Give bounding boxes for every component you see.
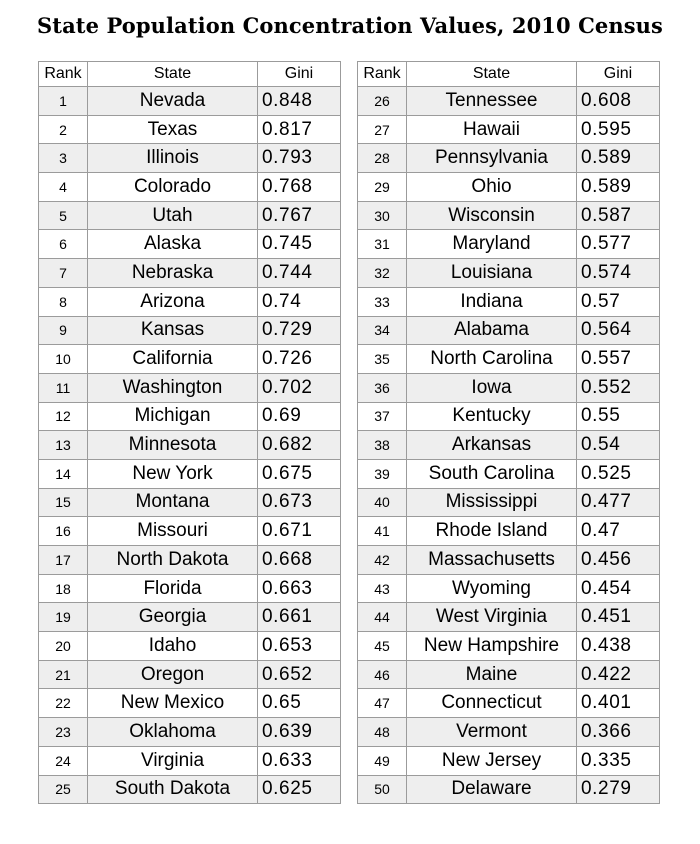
gini-cell: 0.668 bbox=[258, 546, 341, 575]
table-row bbox=[39, 373, 341, 402]
state-cell: West Virginia bbox=[407, 603, 577, 632]
state-cell: Washington bbox=[88, 373, 258, 402]
gini-cell: 0.574 bbox=[577, 259, 660, 288]
state-column-header: State bbox=[88, 62, 258, 87]
rank-cell: 39 bbox=[358, 459, 407, 488]
rank-cell: 15 bbox=[39, 488, 88, 517]
rank-cell: 21 bbox=[39, 660, 88, 689]
table-row bbox=[39, 689, 341, 718]
table-row bbox=[39, 144, 341, 173]
table-row bbox=[358, 517, 660, 546]
state-cell: New Jersey bbox=[407, 746, 577, 775]
gini-cell: 0.675 bbox=[258, 459, 341, 488]
state-cell: New Mexico bbox=[88, 689, 258, 718]
state-cell: Minnesota bbox=[88, 431, 258, 460]
gini-cell: 0.652 bbox=[258, 660, 341, 689]
rank-cell: 12 bbox=[39, 402, 88, 431]
table-row bbox=[39, 718, 341, 747]
table-row bbox=[358, 746, 660, 775]
state-cell: South Carolina bbox=[407, 459, 577, 488]
gini-cell: 0.608 bbox=[577, 87, 660, 116]
rank-cell: 26 bbox=[358, 87, 407, 116]
table-row bbox=[39, 632, 341, 661]
state-cell: Iowa bbox=[407, 373, 577, 402]
table-row bbox=[358, 632, 660, 661]
state-cell: Kentucky bbox=[407, 402, 577, 431]
state-cell: North Carolina bbox=[407, 345, 577, 374]
table-row bbox=[358, 115, 660, 144]
table-row bbox=[358, 775, 660, 804]
rank-cell: 50 bbox=[358, 775, 407, 804]
table-row bbox=[358, 488, 660, 517]
gini-cell: 0.653 bbox=[258, 632, 341, 661]
table-row bbox=[39, 660, 341, 689]
state-cell: New York bbox=[88, 459, 258, 488]
gini-cell: 0.673 bbox=[258, 488, 341, 517]
table-body-left bbox=[39, 87, 341, 804]
state-cell: Indiana bbox=[407, 287, 577, 316]
gini-cell: 0.639 bbox=[258, 718, 341, 747]
gini-cell: 0.57 bbox=[577, 287, 660, 316]
gini-cell: 0.793 bbox=[258, 144, 341, 173]
rank-cell: 20 bbox=[39, 632, 88, 661]
gini-cell: 0.557 bbox=[577, 345, 660, 374]
state-cell: Hawaii bbox=[407, 115, 577, 144]
state-cell: Louisiana bbox=[407, 259, 577, 288]
state-cell: Delaware bbox=[407, 775, 577, 804]
rank-cell: 31 bbox=[358, 230, 407, 259]
state-cell: Tennessee bbox=[407, 87, 577, 116]
state-cell: Maryland bbox=[407, 230, 577, 259]
state-cell: Pennsylvania bbox=[407, 144, 577, 173]
rank-cell: 37 bbox=[358, 402, 407, 431]
state-cell: Alabama bbox=[407, 316, 577, 345]
table-row bbox=[39, 488, 341, 517]
rank-cell: 22 bbox=[39, 689, 88, 718]
state-cell: Nebraska bbox=[88, 259, 258, 288]
rank-cell: 3 bbox=[39, 144, 88, 173]
table-row bbox=[358, 345, 660, 374]
rank-cell: 16 bbox=[39, 517, 88, 546]
table-row bbox=[358, 603, 660, 632]
gini-cell: 0.663 bbox=[258, 574, 341, 603]
rank-cell: 30 bbox=[358, 201, 407, 230]
rank-cell: 28 bbox=[358, 144, 407, 173]
rankings-table-right bbox=[357, 61, 660, 804]
gini-cell: 0.401 bbox=[577, 689, 660, 718]
gini-cell: 0.661 bbox=[258, 603, 341, 632]
table-row bbox=[39, 546, 341, 575]
table-row bbox=[358, 402, 660, 431]
state-cell: Michigan bbox=[88, 402, 258, 431]
gini-cell: 0.671 bbox=[258, 517, 341, 546]
gini-cell: 0.438 bbox=[577, 632, 660, 661]
rank-cell: 33 bbox=[358, 287, 407, 316]
rank-cell: 14 bbox=[39, 459, 88, 488]
rank-column-header: Rank bbox=[358, 62, 407, 87]
table-row bbox=[39, 87, 341, 116]
table-row bbox=[39, 603, 341, 632]
state-cell: Nevada bbox=[88, 87, 258, 116]
table-row bbox=[39, 230, 341, 259]
gini-cell: 0.702 bbox=[258, 373, 341, 402]
rank-cell: 4 bbox=[39, 173, 88, 202]
state-cell: Oregon bbox=[88, 660, 258, 689]
gini-cell: 0.564 bbox=[577, 316, 660, 345]
table-row bbox=[39, 345, 341, 374]
gini-cell: 0.744 bbox=[258, 259, 341, 288]
table-row bbox=[358, 87, 660, 116]
state-cell: Oklahoma bbox=[88, 718, 258, 747]
gini-cell: 0.552 bbox=[577, 373, 660, 402]
gini-cell: 0.682 bbox=[258, 431, 341, 460]
state-cell: Arizona bbox=[88, 287, 258, 316]
state-cell: California bbox=[88, 345, 258, 374]
state-cell: Missouri bbox=[88, 517, 258, 546]
table-row bbox=[39, 775, 341, 804]
rank-cell: 23 bbox=[39, 718, 88, 747]
gini-cell: 0.577 bbox=[577, 230, 660, 259]
table-row bbox=[358, 574, 660, 603]
table-header-row bbox=[39, 62, 341, 87]
rank-cell: 48 bbox=[358, 718, 407, 747]
gini-cell: 0.587 bbox=[577, 201, 660, 230]
rankings-table-left bbox=[38, 61, 341, 804]
gini-cell: 0.65 bbox=[258, 689, 341, 718]
table-row bbox=[358, 173, 660, 202]
gini-cell: 0.595 bbox=[577, 115, 660, 144]
gini-cell: 0.47 bbox=[577, 517, 660, 546]
rank-cell: 18 bbox=[39, 574, 88, 603]
state-cell: Illinois bbox=[88, 144, 258, 173]
table-row bbox=[39, 746, 341, 775]
table-row bbox=[358, 230, 660, 259]
table-row bbox=[358, 201, 660, 230]
state-cell: Wisconsin bbox=[407, 201, 577, 230]
table-row bbox=[39, 201, 341, 230]
table-header-row bbox=[358, 62, 660, 87]
gini-cell: 0.335 bbox=[577, 746, 660, 775]
gini-cell: 0.767 bbox=[258, 201, 341, 230]
gini-cell: 0.55 bbox=[577, 402, 660, 431]
rank-cell: 5 bbox=[39, 201, 88, 230]
rank-cell: 32 bbox=[358, 259, 407, 288]
gini-cell: 0.525 bbox=[577, 459, 660, 488]
rank-cell: 45 bbox=[358, 632, 407, 661]
state-cell: New Hampshire bbox=[407, 632, 577, 661]
gini-cell: 0.74 bbox=[258, 287, 341, 316]
table-row bbox=[39, 115, 341, 144]
gini-cell: 0.422 bbox=[577, 660, 660, 689]
table-row bbox=[358, 660, 660, 689]
rank-cell: 27 bbox=[358, 115, 407, 144]
table-row bbox=[39, 402, 341, 431]
state-cell: Idaho bbox=[88, 632, 258, 661]
table-row bbox=[358, 689, 660, 718]
rank-cell: 38 bbox=[358, 431, 407, 460]
rank-cell: 13 bbox=[39, 431, 88, 460]
table-row bbox=[39, 316, 341, 345]
rank-cell: 42 bbox=[358, 546, 407, 575]
gini-cell: 0.768 bbox=[258, 173, 341, 202]
rank-cell: 7 bbox=[39, 259, 88, 288]
rank-cell: 29 bbox=[358, 173, 407, 202]
gini-cell: 0.848 bbox=[258, 87, 341, 116]
gini-cell: 0.54 bbox=[577, 431, 660, 460]
state-cell: Utah bbox=[88, 201, 258, 230]
rank-cell: 6 bbox=[39, 230, 88, 259]
state-cell: Alaska bbox=[88, 230, 258, 259]
table-row bbox=[39, 431, 341, 460]
table-row bbox=[358, 144, 660, 173]
state-cell: Arkansas bbox=[407, 431, 577, 460]
rank-cell: 8 bbox=[39, 287, 88, 316]
table-row bbox=[358, 259, 660, 288]
state-cell: Texas bbox=[88, 115, 258, 144]
state-cell: Montana bbox=[88, 488, 258, 517]
state-cell: Ohio bbox=[407, 173, 577, 202]
table-row bbox=[358, 373, 660, 402]
state-cell: Georgia bbox=[88, 603, 258, 632]
state-cell: South Dakota bbox=[88, 775, 258, 804]
rank-cell: 35 bbox=[358, 345, 407, 374]
rank-cell: 11 bbox=[39, 373, 88, 402]
table-row bbox=[39, 459, 341, 488]
rank-cell: 34 bbox=[358, 316, 407, 345]
gini-cell: 0.625 bbox=[258, 775, 341, 804]
rank-cell: 46 bbox=[358, 660, 407, 689]
state-column-header: State bbox=[407, 62, 577, 87]
rank-cell: 49 bbox=[358, 746, 407, 775]
rank-cell: 19 bbox=[39, 603, 88, 632]
state-cell: Rhode Island bbox=[407, 517, 577, 546]
gini-cell: 0.729 bbox=[258, 316, 341, 345]
table-row bbox=[358, 718, 660, 747]
table-row bbox=[358, 316, 660, 345]
table-row bbox=[358, 459, 660, 488]
page-title: State Population Concentration Values, 2010 Census bbox=[37, 13, 663, 38]
gini-cell: 0.279 bbox=[577, 775, 660, 804]
gini-cell: 0.69 bbox=[258, 402, 341, 431]
table-row bbox=[358, 287, 660, 316]
gini-column-header: Gini bbox=[258, 62, 341, 87]
state-cell: Maine bbox=[407, 660, 577, 689]
rank-cell: 41 bbox=[358, 517, 407, 546]
state-cell: Colorado bbox=[88, 173, 258, 202]
rank-cell: 9 bbox=[39, 316, 88, 345]
gini-cell: 0.589 bbox=[577, 144, 660, 173]
table-row bbox=[358, 546, 660, 575]
state-cell: Florida bbox=[88, 574, 258, 603]
state-cell: North Dakota bbox=[88, 546, 258, 575]
state-cell: Mississippi bbox=[407, 488, 577, 517]
rank-cell: 2 bbox=[39, 115, 88, 144]
rank-cell: 24 bbox=[39, 746, 88, 775]
rank-cell: 25 bbox=[39, 775, 88, 804]
table-body-right bbox=[358, 87, 660, 804]
gini-cell: 0.589 bbox=[577, 173, 660, 202]
state-cell: Wyoming bbox=[407, 574, 577, 603]
rank-cell: 47 bbox=[358, 689, 407, 718]
rank-cell: 1 bbox=[39, 87, 88, 116]
table-row bbox=[358, 431, 660, 460]
rank-cell: 17 bbox=[39, 546, 88, 575]
rank-column-header: Rank bbox=[39, 62, 88, 87]
state-cell: Connecticut bbox=[407, 689, 577, 718]
gini-cell: 0.454 bbox=[577, 574, 660, 603]
gini-cell: 0.366 bbox=[577, 718, 660, 747]
gini-cell: 0.745 bbox=[258, 230, 341, 259]
state-cell: Virginia bbox=[88, 746, 258, 775]
table-row bbox=[39, 287, 341, 316]
state-cell: Vermont bbox=[407, 718, 577, 747]
gini-cell: 0.456 bbox=[577, 546, 660, 575]
gini-cell: 0.477 bbox=[577, 488, 660, 517]
table-row bbox=[39, 173, 341, 202]
gini-cell: 0.726 bbox=[258, 345, 341, 374]
state-cell: Massachusetts bbox=[407, 546, 577, 575]
gini-cell: 0.451 bbox=[577, 603, 660, 632]
gini-column-header: Gini bbox=[577, 62, 660, 87]
rank-cell: 43 bbox=[358, 574, 407, 603]
gini-cell: 0.633 bbox=[258, 746, 341, 775]
rank-cell: 44 bbox=[358, 603, 407, 632]
rank-cell: 10 bbox=[39, 345, 88, 374]
rank-cell: 36 bbox=[358, 373, 407, 402]
state-cell: Kansas bbox=[88, 316, 258, 345]
rank-cell: 40 bbox=[358, 488, 407, 517]
gini-cell: 0.817 bbox=[258, 115, 341, 144]
table-row bbox=[39, 517, 341, 546]
table-row bbox=[39, 574, 341, 603]
table-row bbox=[39, 259, 341, 288]
